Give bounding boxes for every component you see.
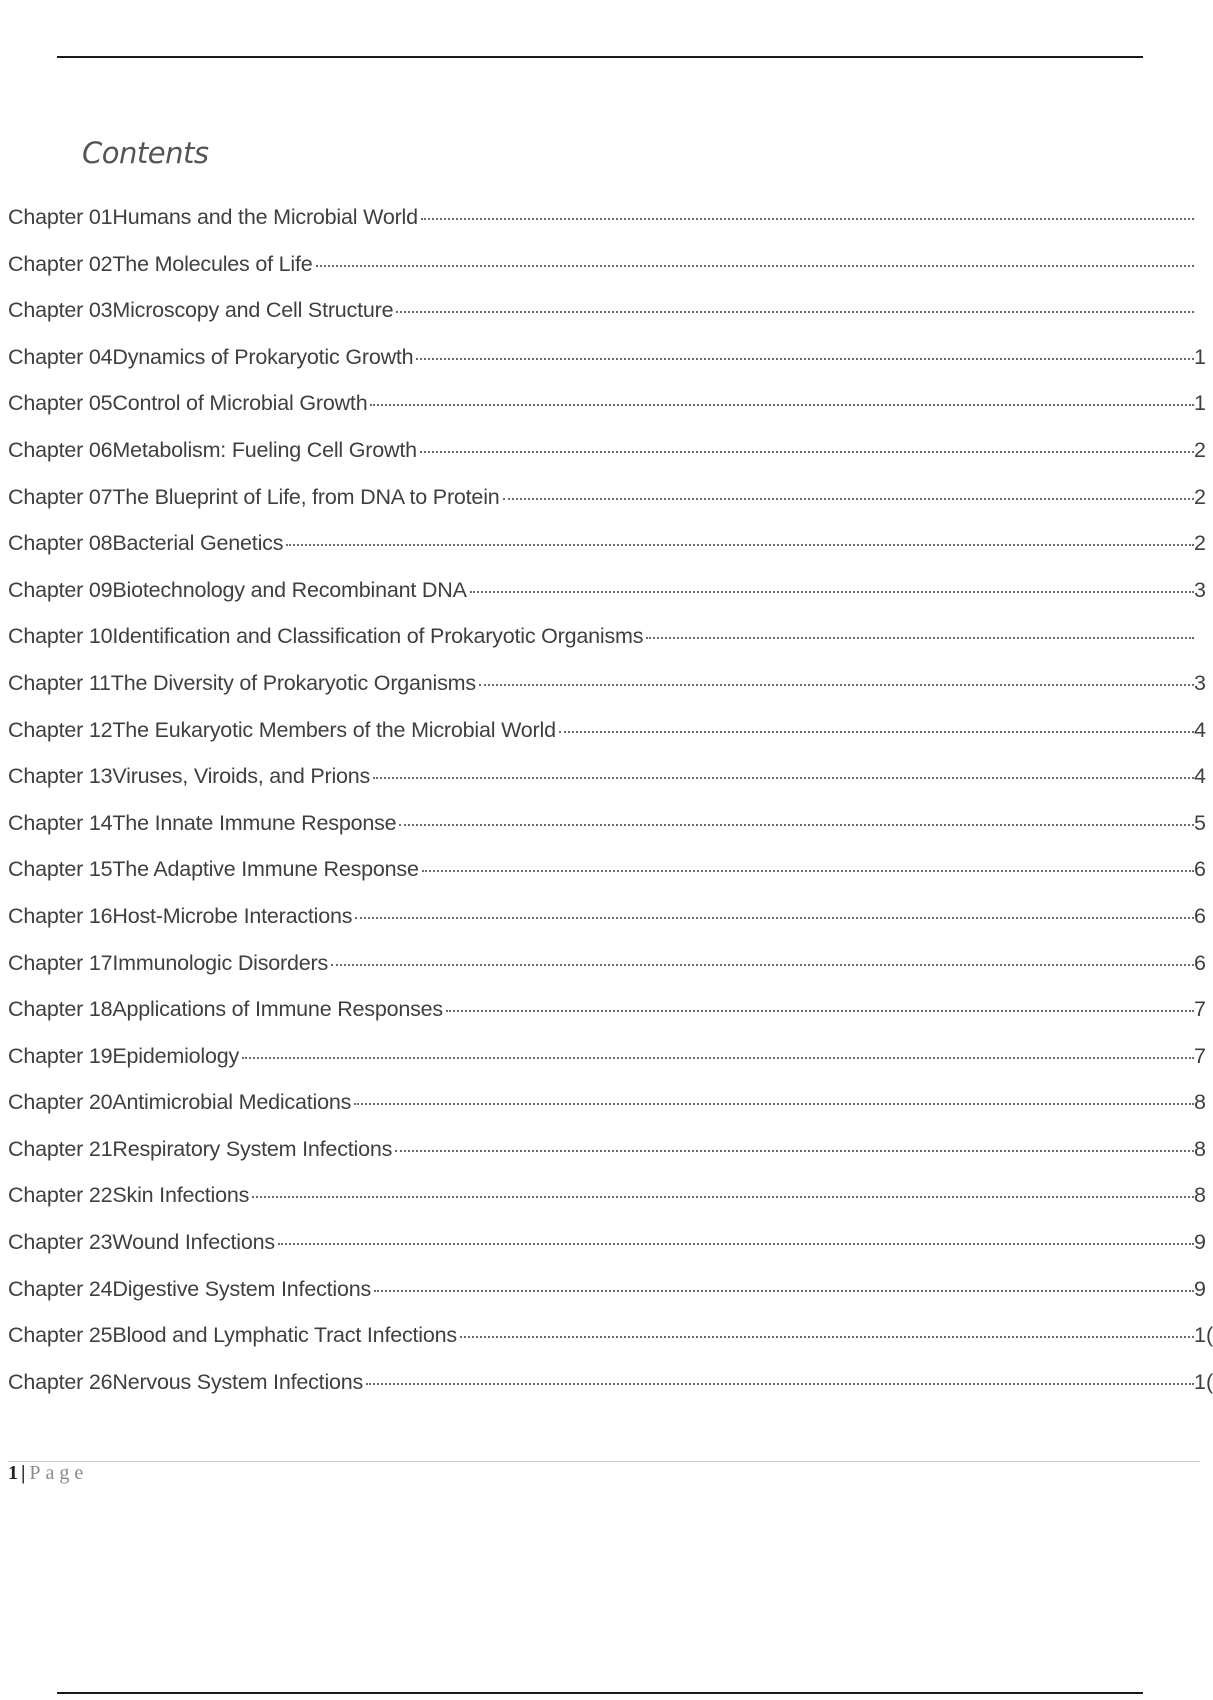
toc-entry-title: Chapter 02The Molecules of Life <box>8 251 313 276</box>
toc-entry-title: Chapter 04Dynamics of Prokaryotic Growth <box>8 344 414 369</box>
toc-entry-title: Chapter 26Nervous System Infections <box>8 1369 364 1394</box>
toc-entry[interactable] <box>8 345 1208 392</box>
footer-rule <box>8 1461 1200 1462</box>
toc-entry-page: 2 <box>1194 531 1206 556</box>
toc-entry-title: Chapter 16Host-Microbe Interactions <box>8 903 353 928</box>
toc-entry-title: Chapter 01Humans and the Microbial World <box>8 205 418 229</box>
toc-entry[interactable] <box>8 252 1208 299</box>
dot-leader <box>395 1150 1194 1152</box>
dot-leader <box>446 1010 1194 1012</box>
dot-leader <box>421 218 1194 220</box>
toc-entry[interactable] <box>8 1369 1213 1417</box>
toc-entry[interactable] <box>8 1277 1208 1324</box>
dot-leader <box>354 1103 1194 1105</box>
toc-entry-page: 8 <box>1194 1183 1206 1208</box>
toc-entry-title: Chapter 12The Eukaryotic Members of the Microbial World <box>8 717 556 742</box>
dot-leader <box>479 684 1194 686</box>
toc-entry[interactable] <box>8 951 1208 998</box>
toc-entry-title: Chapter 19Epidemiology <box>8 1043 240 1068</box>
toc-entry-page: 4 <box>1194 717 1206 742</box>
toc-entry-page: 5 <box>1194 810 1206 835</box>
toc-entry-page: 3 <box>1194 670 1206 695</box>
dot-leader <box>331 964 1194 966</box>
toc-entry-title: Chapter 11The Diversity of Prokaryotic Organisms <box>8 670 476 695</box>
dot-leader <box>396 311 1194 313</box>
dot-leader <box>373 777 1194 779</box>
toc-entry[interactable] <box>8 811 1208 858</box>
bottom-rule <box>57 1692 1143 1694</box>
page-number: 1 <box>8 1462 18 1484</box>
toc-entry-page: 2 <box>1194 437 1206 462</box>
toc-entry-page: 6 <box>1194 950 1206 975</box>
toc-entry[interactable] <box>8 578 1208 625</box>
page-label: Page <box>29 1462 89 1484</box>
toc-entry-page: 1( <box>1194 1323 1213 1348</box>
toc-entry-page: 7 <box>1194 997 1206 1022</box>
dot-leader <box>370 404 1194 406</box>
toc-entry-title: Chapter 25Blood and Lymphatic Tract Infections <box>8 1323 457 1348</box>
toc-entry-title: Chapter 15The Adaptive Immune Response <box>8 857 419 882</box>
dot-leader <box>399 824 1194 826</box>
dot-leader <box>422 870 1194 872</box>
toc-entry-title: Chapter 23Wound Infections <box>8 1230 275 1255</box>
dot-leader <box>416 358 1194 360</box>
toc-entry[interactable] <box>8 1044 1208 1091</box>
dot-leader <box>252 1196 1194 1198</box>
dot-leader <box>286 544 1194 546</box>
toc-entry-page: 6 <box>1194 903 1206 928</box>
toc-entry-title: Chapter 10Identification and Classification of Prokaryotic Organisms <box>8 624 644 649</box>
dot-leader <box>503 498 1194 500</box>
toc-entry[interactable] <box>8 485 1208 532</box>
dot-leader <box>646 637 1194 639</box>
toc-entry[interactable] <box>8 391 1208 438</box>
toc-entry-page: 7 <box>1194 1043 1206 1068</box>
toc-entry-page: 1 <box>1194 344 1206 369</box>
dot-leader <box>559 731 1194 733</box>
toc-entry-title: Chapter 17Immunologic Disorders <box>8 950 329 975</box>
toc-entry[interactable] <box>8 1090 1208 1137</box>
toc-entry[interactable] <box>8 1230 1208 1277</box>
toc-entry[interactable] <box>8 1183 1208 1230</box>
toc-entry[interactable] <box>8 1137 1208 1184</box>
toc-entry-title: Chapter 18Applications of Immune Responses <box>8 997 443 1022</box>
dot-leader <box>470 591 1194 593</box>
toc-entry[interactable] <box>8 205 1208 252</box>
toc-entry-title: Chapter 14The Innate Immune Response <box>8 810 397 835</box>
dot-leader <box>374 1290 1194 1292</box>
toc-entry-title: Chapter 09Biotechnology and Recombinant DNA <box>8 577 467 602</box>
toc-entry-title: Chapter 22Skin Infections <box>8 1183 250 1208</box>
toc-entry-page: 1( <box>1194 1369 1213 1394</box>
toc-entry-page: 9 <box>1194 1276 1206 1301</box>
toc-entry-page: 2 <box>1194 484 1206 509</box>
toc-entry-title: Chapter 20Antimicrobial Medications <box>8 1090 352 1115</box>
toc-entry[interactable] <box>8 904 1208 951</box>
toc-entry[interactable] <box>8 671 1208 718</box>
toc-entry[interactable] <box>8 298 1208 345</box>
table-of-contents <box>8 205 1213 1416</box>
dot-leader <box>278 1243 1194 1245</box>
header-rule <box>57 56 1143 58</box>
toc-entry[interactable] <box>8 718 1208 765</box>
toc-entry-title: Chapter 06Metabolism: Fueling Cell Growth <box>8 437 417 462</box>
dot-leader <box>355 917 1194 919</box>
toc-entry[interactable] <box>8 857 1208 904</box>
toc-entry-page: 1 <box>1194 391 1206 416</box>
dot-leader <box>420 451 1194 453</box>
toc-entry-title: Chapter 08Bacterial Genetics <box>8 531 284 556</box>
contents-heading: Contents <box>82 136 209 170</box>
footer-separator: | <box>21 1462 26 1484</box>
toc-entry[interactable] <box>8 624 1208 671</box>
toc-entry[interactable] <box>8 997 1208 1044</box>
toc-entry-page: 9 <box>1194 1230 1206 1255</box>
dot-leader <box>242 1057 1194 1059</box>
toc-entry-title: Chapter 03Microscopy and Cell Structure <box>8 298 394 323</box>
toc-entry-page: 8 <box>1194 1136 1206 1161</box>
toc-entry[interactable] <box>8 1323 1213 1370</box>
toc-entry[interactable] <box>8 531 1208 578</box>
toc-entry-page: 4 <box>1194 764 1206 789</box>
toc-entry-title: Chapter 05Control of Microbial Growth <box>8 391 368 416</box>
toc-entry-title: Chapter 21Respiratory System Infections <box>8 1136 393 1161</box>
dot-leader <box>316 265 1194 267</box>
dot-leader <box>460 1336 1194 1338</box>
toc-entry-page: 6 <box>1194 857 1206 882</box>
toc-entry[interactable] <box>8 438 1208 485</box>
toc-entry-title: Chapter 24Digestive System Infections <box>8 1276 372 1301</box>
toc-entry-title: Chapter 13Viruses, Viroids, and Prions <box>8 764 371 789</box>
toc-entry[interactable] <box>8 764 1208 811</box>
toc-entry-page: 3 <box>1194 577 1206 602</box>
toc-entry-title: Chapter 07The Blueprint of Life, from DNA to Protein <box>8 484 500 509</box>
toc-entry-page: 8 <box>1194 1090 1206 1115</box>
dot-leader <box>366 1383 1194 1385</box>
page-footer <box>8 1462 88 1485</box>
